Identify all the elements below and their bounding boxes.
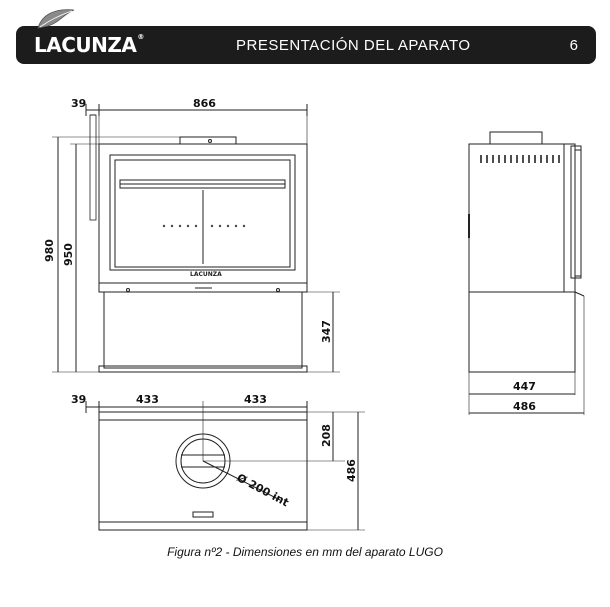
front-body-height-label: 950 bbox=[62, 243, 75, 266]
side-depth-total-label: 486 bbox=[513, 400, 536, 413]
figure-caption: Figura nº2 - Dimensiones en mm del aparato LUGO bbox=[167, 545, 443, 559]
front-base-height-label: 347 bbox=[320, 320, 333, 343]
top-depth-label: 486 bbox=[345, 459, 358, 482]
page-number: 6 bbox=[569, 37, 578, 54]
front-view bbox=[52, 104, 340, 372]
brand-logo: LACUNZA® bbox=[34, 33, 144, 57]
front-width-label: 866 bbox=[193, 97, 216, 110]
front-flue-offset-label: 39 bbox=[71, 97, 87, 110]
top-flue-depth-label: 208 bbox=[320, 424, 333, 447]
side-depth-inner-label: 447 bbox=[513, 380, 536, 393]
door-brand-label: LACUNZA bbox=[190, 271, 222, 278]
top-left-half-label: 433 bbox=[136, 393, 159, 406]
top-right-half-label: 433 bbox=[244, 393, 267, 406]
page-title: PRESENTACIÓN DEL APARATO bbox=[236, 37, 471, 54]
side-view bbox=[469, 132, 584, 415]
flue-diameter-label: Ø 200 int bbox=[234, 471, 291, 510]
front-total-height-label: 980 bbox=[43, 239, 56, 262]
top-view bbox=[86, 401, 365, 530]
top-flue-offset-label: 39 bbox=[71, 393, 87, 406]
